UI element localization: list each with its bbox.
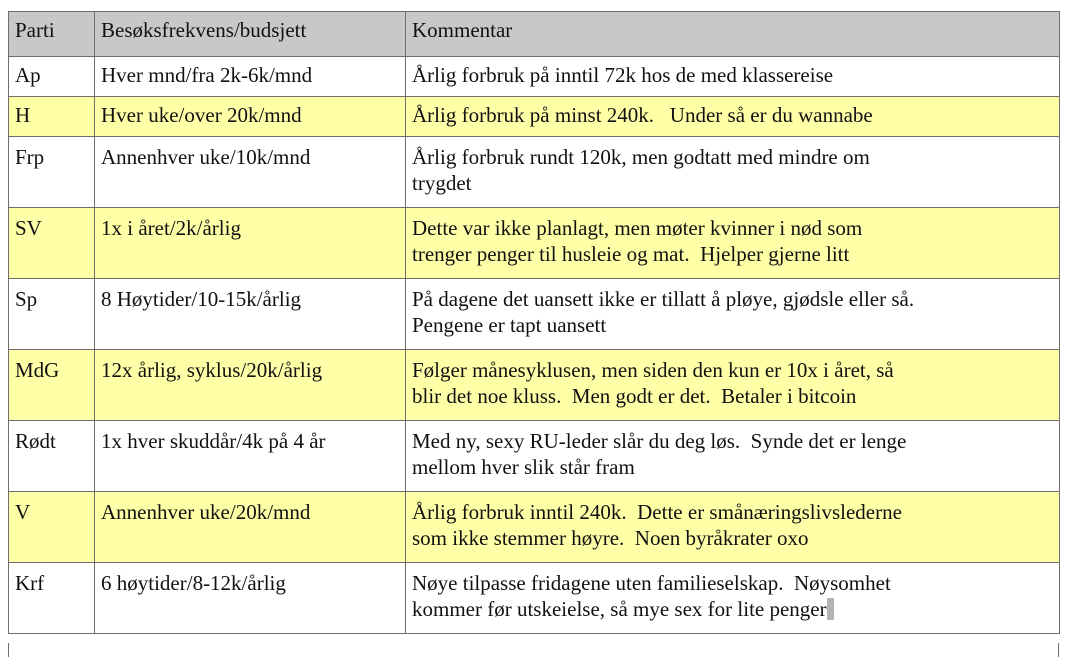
cell-frekvens[interactable]: Annenhver uke/20k/mnd <box>95 492 406 563</box>
header-kommentar[interactable]: Kommentar <box>406 12 1060 57</box>
cell-parti[interactable]: MdG <box>9 350 95 421</box>
kommentar-line: Årlig forbruk inntil 240k. Dette er smånæringslivslederne <box>412 500 902 524</box>
kommentar-line: Nøye tilpasse fridagene uten familieselskap. Nøysomhet <box>412 571 891 595</box>
cell-parti[interactable]: H <box>9 97 95 137</box>
table-row <box>9 421 1060 492</box>
kommentar-line: Med ny, sexy RU-leder slår du deg løs. Synde det er lenge <box>412 429 907 453</box>
table-row <box>9 279 1060 350</box>
table-border-tail-left <box>8 643 9 657</box>
table-row <box>9 563 1060 634</box>
kommentar-line: som ikke stemmer høyre. Noen byråkrater oxo <box>412 526 809 550</box>
table-row <box>9 57 1060 97</box>
kommentar-line: På dagene det uansett ikke er tillatt å pløye, gjødsle eller så. <box>412 287 915 311</box>
cell-parti[interactable]: Rødt <box>9 421 95 492</box>
cell-kommentar[interactable] <box>406 57 1060 97</box>
cell-parti[interactable]: Frp <box>9 137 95 208</box>
cell-frekvens[interactable]: 1x hver skuddår/4k på 4 år <box>95 421 406 492</box>
kommentar-line: Pengene er tapt uansett <box>412 313 607 337</box>
table-row <box>9 350 1060 421</box>
cell-frekvens[interactable]: 1x i året/2k/årlig <box>95 208 406 279</box>
cell-kommentar[interactable] <box>406 350 1060 421</box>
kommentar-line: Årlig forbruk på minst 240k. Under så er du wannabe <box>412 103 873 127</box>
cell-parti[interactable]: Ap <box>9 57 95 97</box>
cell-kommentar[interactable] <box>406 563 1060 634</box>
party-table <box>8 11 1060 634</box>
cell-parti[interactable]: Sp <box>9 279 95 350</box>
cell-kommentar[interactable] <box>406 492 1060 563</box>
table-row <box>9 137 1060 208</box>
cell-frekvens[interactable]: Hver uke/over 20k/mnd <box>95 97 406 137</box>
cell-frekvens[interactable]: Annenhver uke/10k/mnd <box>95 137 406 208</box>
header-frekvens[interactable]: Besøksfrekvens/budsjett <box>95 12 406 57</box>
kommentar-line: Årlig forbruk på inntil 72k hos de med klassereise <box>412 63 834 87</box>
cell-parti[interactable]: Krf <box>9 563 95 634</box>
cell-kommentar[interactable] <box>406 137 1060 208</box>
cell-frekvens[interactable]: 12x årlig, syklus/20k/årlig <box>95 350 406 421</box>
cell-frekvens[interactable]: 8 Høytider/10-15k/årlig <box>95 279 406 350</box>
kommentar-line: Årlig forbruk rundt 120k, men godtatt med mindre om <box>412 145 870 169</box>
kommentar-line: Dette var ikke planlagt, men møter kvinner i nød som <box>412 216 863 240</box>
text-cursor-icon <box>827 598 834 620</box>
cell-kommentar[interactable] <box>406 279 1060 350</box>
cell-kommentar[interactable] <box>406 97 1060 137</box>
table-row <box>9 208 1060 279</box>
table-row <box>9 97 1060 137</box>
kommentar-line: kommer før utskeielse, så mye sex for lite penger <box>412 597 827 621</box>
table-header-row <box>9 12 1060 57</box>
kommentar-line: trenger penger til husleie og mat. Hjelper gjerne litt <box>412 242 850 266</box>
header-parti[interactable]: Parti <box>9 12 95 57</box>
kommentar-line: blir det noe kluss. Men godt er det. Betaler i bitcoin <box>412 384 857 408</box>
cell-frekvens[interactable]: 6 høytider/8-12k/årlig <box>95 563 406 634</box>
kommentar-line-with-cursor[interactable] <box>412 596 1055 622</box>
table-row <box>9 492 1060 563</box>
cell-kommentar[interactable] <box>406 208 1060 279</box>
cell-kommentar[interactable] <box>406 421 1060 492</box>
table-border-tail-right <box>1058 643 1059 657</box>
kommentar-line: mellom hver slik står fram <box>412 455 635 479</box>
cell-parti[interactable]: V <box>9 492 95 563</box>
kommentar-line: trygdet <box>412 171 472 195</box>
cell-frekvens[interactable]: Hver mnd/fra 2k-6k/mnd <box>95 57 406 97</box>
cell-parti[interactable]: SV <box>9 208 95 279</box>
kommentar-line: Følger månesyklusen, men siden den kun er 10x i året, så <box>412 358 894 382</box>
